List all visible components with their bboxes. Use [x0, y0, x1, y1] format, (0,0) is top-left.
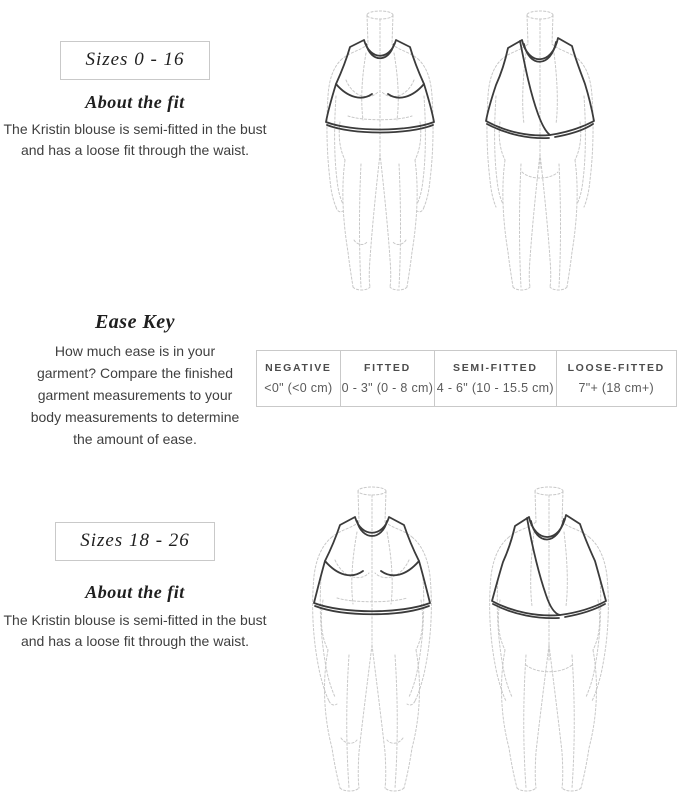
ease-cell-label: SEMI-FITTED: [453, 362, 538, 374]
ease-cell-semi-fitted: [435, 351, 557, 406]
garment-back-wrap-view-plus-croquis: [464, 480, 634, 795]
about-line: and has a loose fit through the waist.: [20, 633, 250, 649]
ease-cell-loose-fitted: [557, 351, 676, 406]
ease-key-description: [0, 340, 270, 450]
ease-line: body measurements to determine: [30, 409, 240, 425]
ease-cell-value: 0 - 3" (0 - 8 cm): [341, 381, 434, 395]
ease-cell-value: 4 - 6" (10 - 15.5 cm): [436, 381, 554, 395]
about-the-fit-heading-top: About the fit: [85, 92, 185, 112]
sizes-0-16-box-wrap: [0, 41, 270, 80]
ease-cell-value: <0" (<0 cm): [264, 381, 333, 395]
ease-line: garment measurements to your: [37, 387, 233, 403]
ease-cell-value: 7"+ (18 cm+): [578, 381, 654, 395]
ease-line: How much ease is in your: [54, 343, 216, 359]
garment-front-view-plus-croquis: [287, 480, 457, 795]
ease-key-table: [256, 350, 677, 407]
ease-key-heading: Ease Key: [94, 311, 176, 333]
sizes-18-26-box: Sizes 18 - 26: [55, 522, 215, 561]
about-the-fit-text-top: [0, 119, 270, 161]
ease-line: the amount of ease.: [73, 431, 197, 447]
about-line: The Kristin blouse is semi-fitted in the bust: [3, 612, 267, 628]
ease-cell-negative: [257, 351, 341, 406]
sizes-0-16-box: Sizes 0 - 16: [60, 41, 209, 80]
sizes-18-26-box-wrap: [0, 522, 270, 561]
garment-back-wrap-view-croquis: [460, 4, 620, 294]
about-the-fit-text-bottom: [0, 610, 270, 652]
ease-cell-label: LOOSE-FITTED: [567, 362, 665, 374]
ease-line: garment? Compare the finished: [36, 365, 234, 381]
about-line: and has a loose fit through the waist.: [20, 142, 250, 158]
about-line: The Kristin blouse is semi-fitted in the bust: [3, 121, 267, 137]
garment-front-view-croquis: [300, 4, 460, 294]
ease-cell-label: NEGATIVE: [265, 362, 332, 374]
ease-cell-fitted: [341, 351, 435, 406]
ease-cell-label: FITTED: [363, 362, 411, 374]
about-the-fit-heading-bottom: About the fit: [85, 582, 185, 602]
